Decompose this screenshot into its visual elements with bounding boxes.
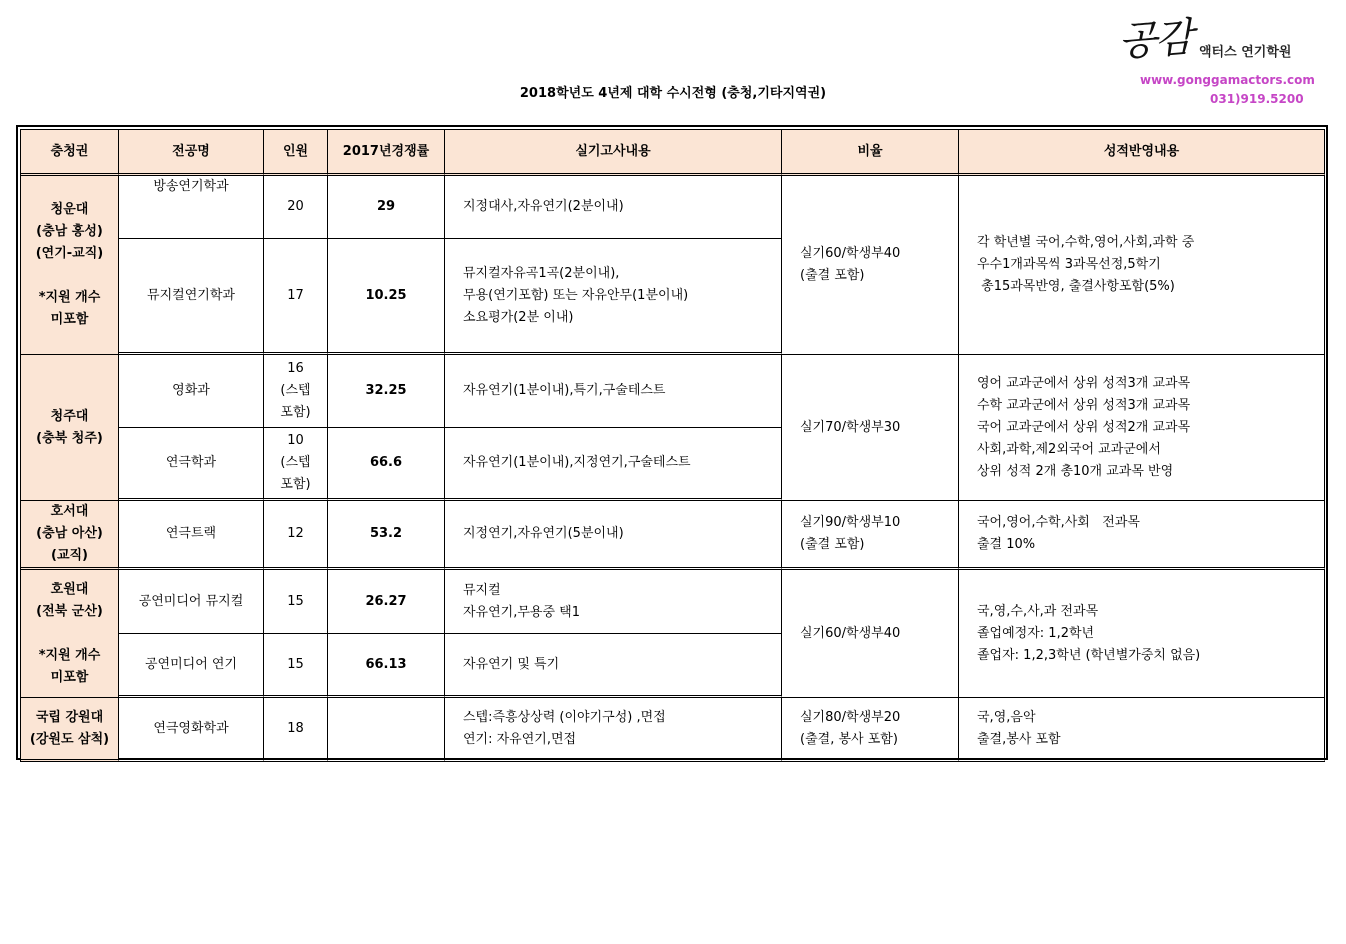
text-line: 자유연기(1분이내),특기,구술테스트: [463, 383, 666, 398]
text-line: 국어,영어,수학,사회 전과목: [977, 515, 1140, 530]
university-name-cell: [21, 355, 119, 501]
major-cell: 공연미디어 연기: [119, 634, 264, 698]
grades-reflection-cell: [959, 501, 1325, 570]
text-line: 청운대: [50, 202, 89, 217]
text-line: 17: [287, 287, 304, 303]
university-name-cell: [21, 698, 119, 762]
column-header: 2017년경쟁률: [328, 130, 445, 176]
major-cell: 방송연기학과: [119, 176, 264, 239]
text-line: 졸업예정자: 1,2학년: [977, 625, 1095, 641]
text-line: 실기60/학생부40: [800, 246, 901, 261]
ratio-cell: [782, 355, 959, 501]
text-line: 지정대사,자유연기(2분이내): [463, 199, 624, 214]
competition-rate-cell: 29: [328, 176, 445, 239]
text-line: 사회,과학,제2외국어 교과군에서: [977, 441, 1161, 457]
admissions-table: [20, 129, 1325, 762]
headcount-cell: [264, 698, 328, 762]
practical-exam-cell: [445, 239, 782, 355]
major-cell: 연극트랙: [119, 501, 264, 570]
text-line: 소요평가(2분 이내): [463, 309, 574, 325]
text-line: 15: [287, 656, 304, 672]
text-line: 스텝:즉흥상상력 (이야기구성) ,면접: [463, 709, 666, 725]
text-line: 수학 교과군에서 상위 성적3개 교과목: [977, 397, 1191, 413]
text-line: 10: [287, 433, 304, 448]
text-line: (연기-교직): [35, 246, 104, 261]
text-line: 포함): [280, 405, 311, 420]
text-line: (출결 포함): [800, 537, 865, 552]
ratio-cell: [782, 570, 959, 698]
headcount-cell: [264, 355, 328, 428]
text-line: 지정연기,자유연기(5분이내): [463, 526, 624, 541]
text-line: 자유연기 및 특기: [463, 656, 560, 672]
ratio-cell: [782, 176, 959, 355]
text-line: 포함): [280, 477, 311, 492]
text-line: 우수1개과목씩 3과목선정,5학기: [977, 257, 1161, 272]
text-line: (충남 아산): [36, 526, 103, 541]
headcount-cell: [264, 176, 328, 239]
practical-exam-cell: [445, 428, 782, 501]
text-line: 국립 강원대: [35, 709, 104, 725]
ratio-cell: [782, 501, 959, 570]
text-line: (스텝: [280, 383, 311, 398]
text-line: 국,영,음악: [977, 709, 1036, 725]
headcount-cell: [264, 428, 328, 501]
text-line: 출결 10%: [977, 537, 1036, 552]
practical-exam-cell: [445, 570, 782, 634]
text-line: 미포함: [50, 669, 89, 685]
grades-reflection-cell: [959, 570, 1325, 698]
major-cell: 영화과: [119, 355, 264, 428]
text-line: (교직): [51, 548, 88, 563]
practical-exam-cell: [445, 176, 782, 239]
competition-rate-cell: [328, 698, 445, 762]
practical-exam-cell: [445, 501, 782, 570]
major-cell: 공연미디어 뮤지컬: [119, 570, 264, 634]
text-line: (스텝: [280, 455, 311, 470]
text-line: 자유연기(1분이내),지정연기,구술테스트: [463, 455, 691, 470]
header-row: [21, 130, 1325, 176]
logo-script: 공감: [1116, 14, 1194, 66]
text-line: 실기90/학생부10: [800, 515, 901, 530]
text-line: 무용(연기포함) 또는 자유안무(1분이내): [463, 287, 689, 303]
text-line: (전북 군산): [36, 603, 103, 619]
competition-rate-cell: 10.25: [328, 239, 445, 355]
text-line: 연기: 자유연기,면접: [463, 731, 577, 747]
table-row: [21, 698, 1325, 762]
text-line: 국,영,수,사,과 전과목: [977, 603, 1099, 619]
text-line: *지원 개수: [38, 647, 101, 663]
column-header: 실기고사내용: [445, 130, 782, 176]
text-line: 출결,봉사 포함: [977, 731, 1061, 747]
practical-exam-cell: [445, 355, 782, 428]
competition-rate-cell: 66.6: [328, 428, 445, 501]
headcount-cell: [264, 239, 328, 355]
column-header: 인원: [264, 130, 328, 176]
table-row: [21, 501, 1325, 570]
text-line: 뮤지컬: [463, 582, 501, 598]
text-line: (충남 홍성): [36, 224, 103, 239]
text-line: 실기60/학생부40: [800, 625, 901, 641]
text-line: (출결 포함): [800, 268, 865, 283]
logo-academy-name: 액터스 연기학원: [1199, 45, 1292, 60]
column-header: 충청권: [21, 130, 119, 176]
practical-exam-cell: [445, 698, 782, 762]
headcount-cell: [264, 570, 328, 634]
website-url[interactable]: www.gonggamactors.com: [1140, 73, 1315, 87]
column-header: 성적반영내용: [959, 130, 1325, 176]
ratio-cell: [782, 698, 959, 762]
text-line: 청주대: [50, 408, 89, 424]
text-line: 호원대: [50, 581, 89, 597]
column-header: 비율: [782, 130, 959, 176]
competition-rate-cell: 66.13: [328, 634, 445, 698]
text-line: 18: [287, 720, 304, 736]
table-row: [21, 570, 1325, 634]
university-name-cell: [21, 570, 119, 698]
text-line: (강원도 삼척): [29, 731, 110, 747]
practical-exam-cell: [445, 634, 782, 698]
text-line: 뮤지컬자유곡1곡(2분이내),: [463, 265, 620, 281]
grades-reflection-cell: [959, 176, 1325, 355]
major-cell: 뮤지컬연기학과: [119, 239, 264, 355]
text-line: 총15과목반영, 출결사항포함(5%): [977, 279, 1175, 294]
admissions-table-frame: [16, 125, 1328, 760]
page-title: 2018학년도 4년제 대학 수시전형 (충청,기타지역권): [519, 86, 827, 101]
grades-reflection-cell: [959, 698, 1325, 762]
text-line: 영어 교과군에서 상위 성적3개 교과목: [977, 375, 1191, 391]
text-line: 20: [287, 199, 304, 214]
text-line: 졸업자: 1,2,3학년 (학년별가중치 없음): [977, 647, 1201, 663]
text-line: (출결, 봉사 포함): [800, 731, 898, 747]
text-line: 실기70/학생부30: [800, 419, 901, 435]
text-line: (충북 청주): [36, 430, 103, 446]
column-header: 전공명: [119, 130, 264, 176]
competition-rate-cell: 53.2: [328, 501, 445, 570]
text-line: 상위 성적 2개 총10개 교과목 반영: [977, 463, 1174, 479]
competition-rate-cell: 32.25: [328, 355, 445, 428]
university-name-cell: [21, 501, 119, 570]
table-row: [21, 176, 1325, 239]
headcount-cell: [264, 501, 328, 570]
text-line: 각 학년별 국어,수학,영어,사회,과학 중: [977, 235, 1195, 250]
university-name-cell: [21, 176, 119, 355]
text-line: 자유연기,무용중 택1: [463, 604, 580, 620]
table-row: [21, 355, 1325, 428]
text-line: 16: [287, 361, 304, 376]
competition-rate-cell: 26.27: [328, 570, 445, 634]
text-line: 호서대: [50, 504, 89, 519]
grades-reflection-cell: [959, 355, 1325, 501]
text-line: *지원 개수: [38, 290, 101, 305]
phone-number: 031)919.5200: [1210, 92, 1304, 106]
text-line: 국어 교과군에서 상위 성적2개 교과목: [977, 419, 1191, 435]
headcount-cell: [264, 634, 328, 698]
text-line: 미포함: [50, 312, 89, 327]
major-cell: 연극학과: [119, 428, 264, 501]
text-line: 실기80/학생부20: [800, 709, 901, 725]
table-body: [21, 130, 1325, 762]
text-line: 15: [287, 593, 304, 609]
text-line: 12: [287, 526, 304, 541]
major-cell: 연극영화학과: [119, 698, 264, 762]
